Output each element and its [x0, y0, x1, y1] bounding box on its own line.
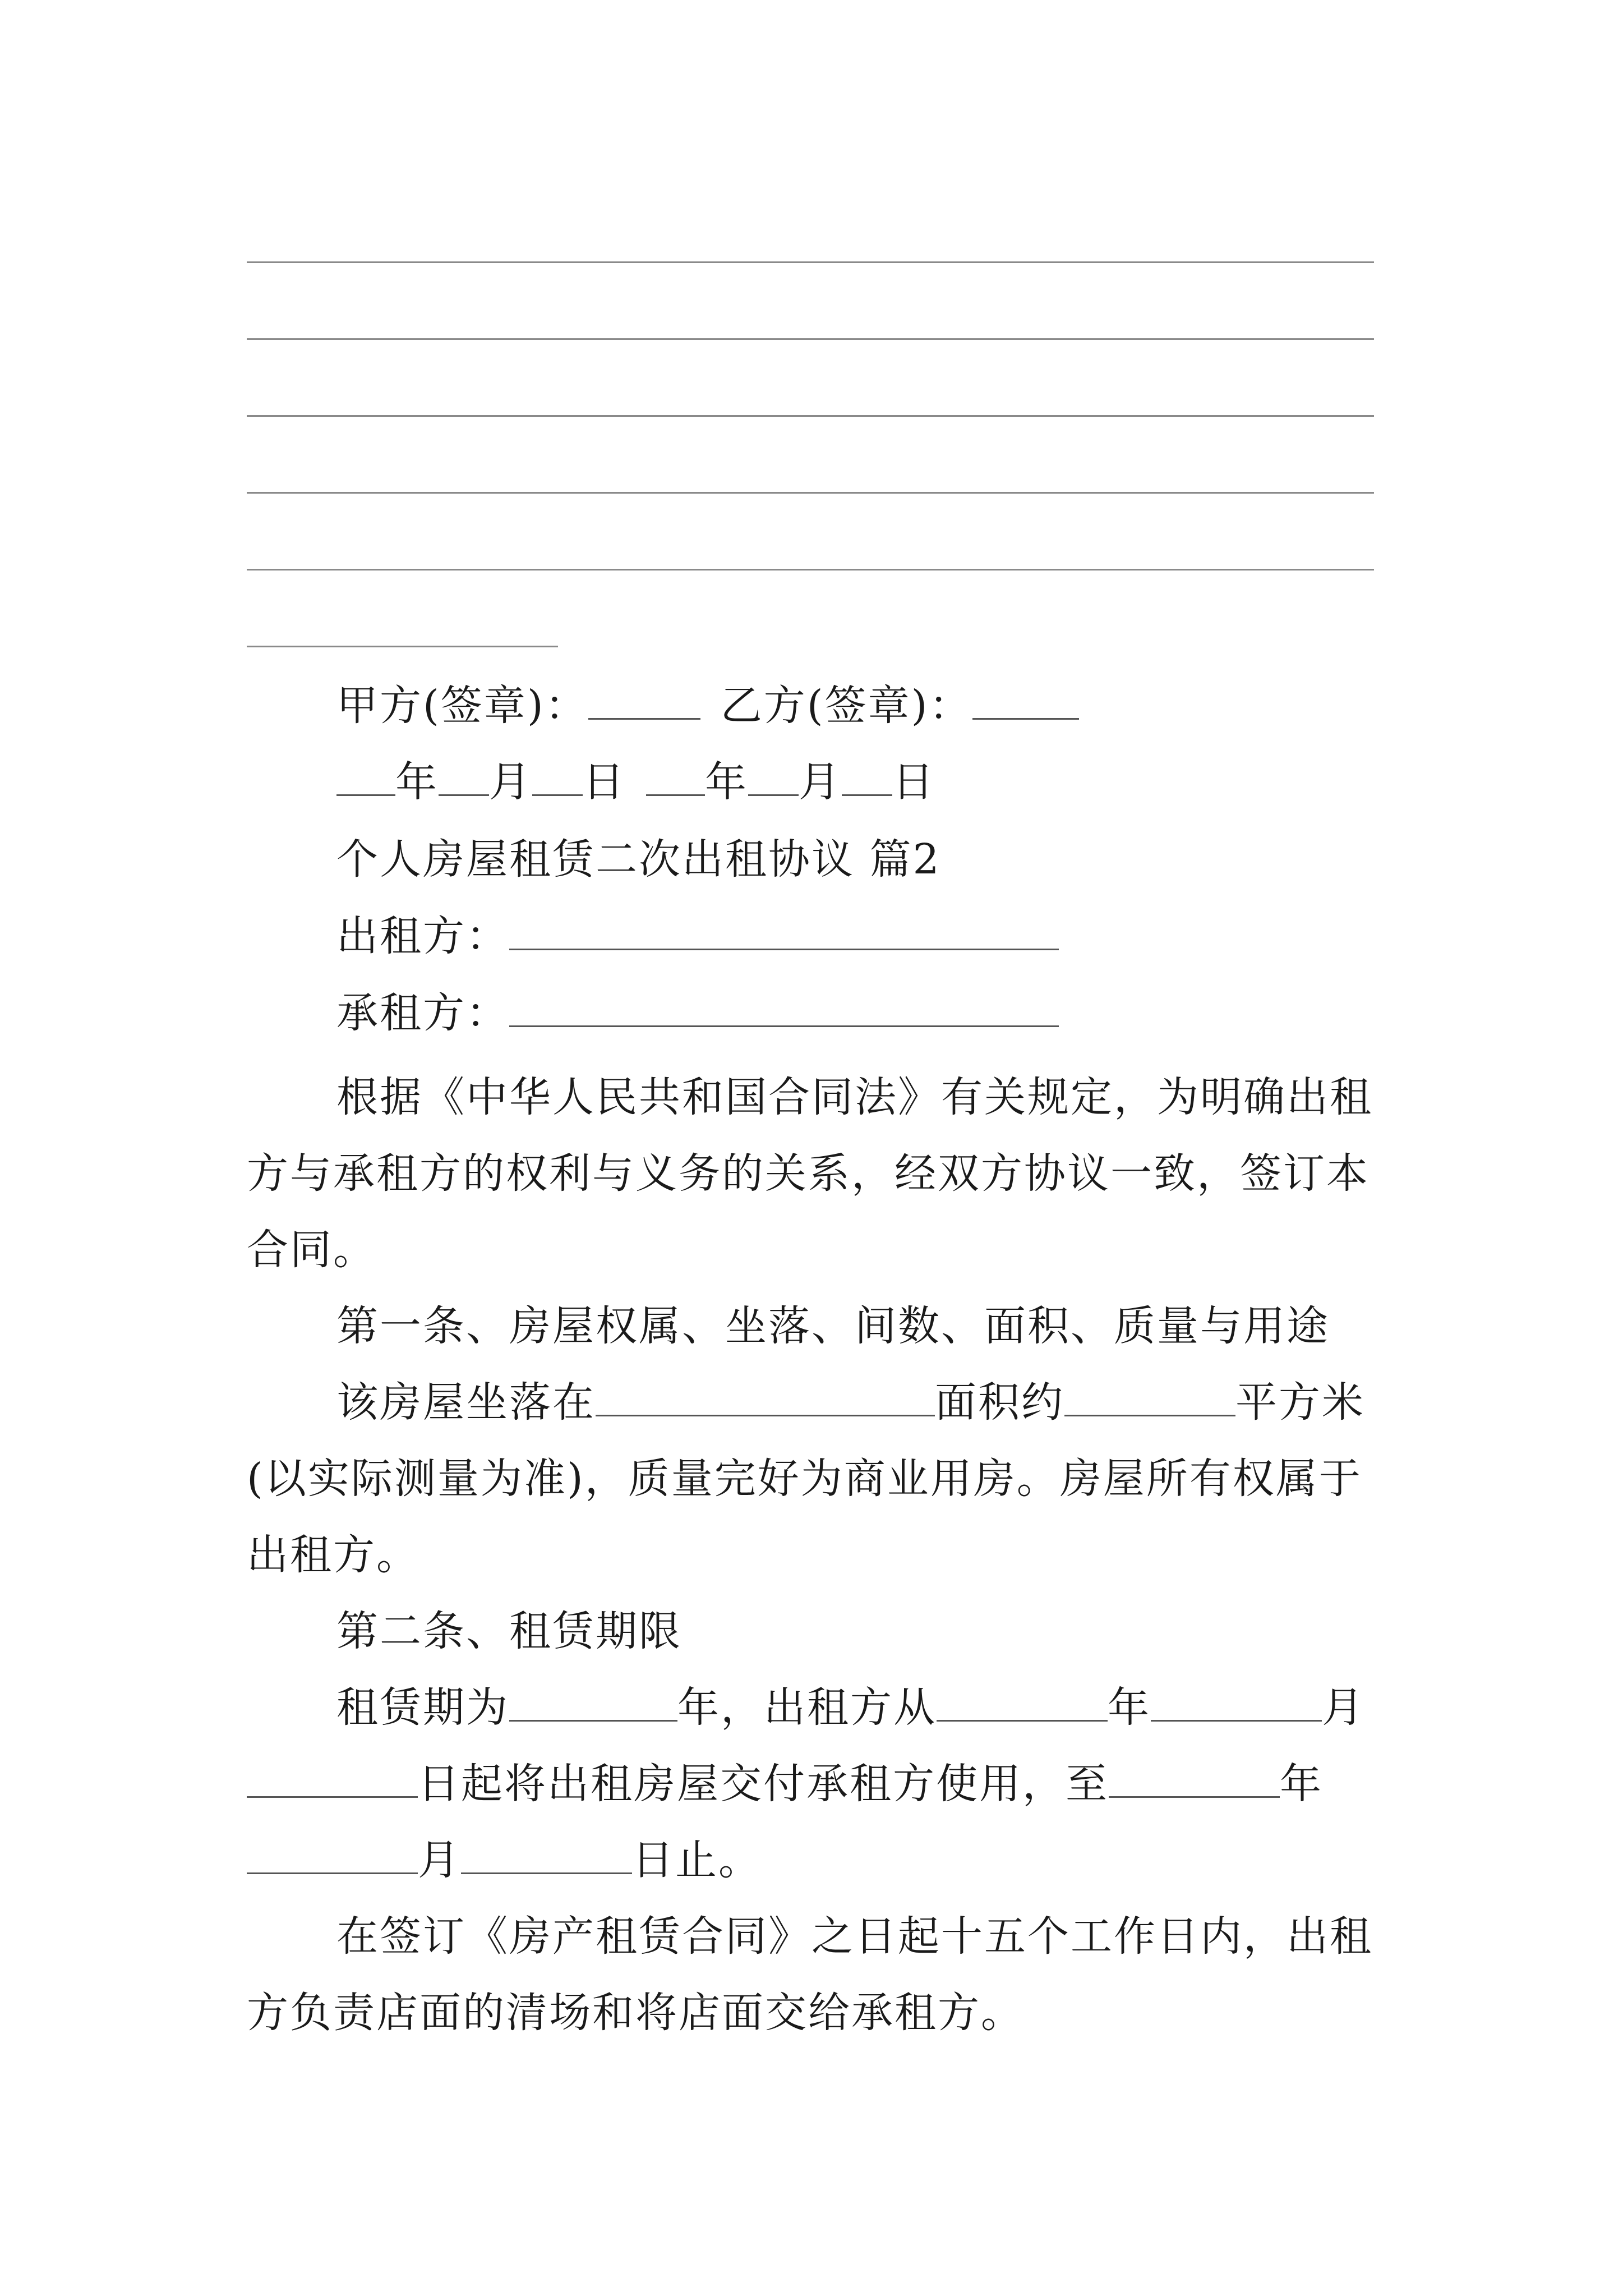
- end-month-blank: [247, 1834, 418, 1874]
- blank-line: [247, 261, 1374, 263]
- month-label: 月: [489, 758, 532, 806]
- blank-line: [247, 415, 1374, 417]
- party-a-signature-label: 甲方(签章)：: [336, 682, 588, 730]
- preamble-line: 合同。: [247, 1226, 376, 1274]
- lessee-blank: [509, 987, 1059, 1027]
- article2-line: [247, 1681, 1391, 1734]
- location-label: 该房屋坐落在: [336, 1378, 596, 1427]
- blank-line-short: [247, 646, 558, 647]
- year-blank: [336, 756, 395, 796]
- clause-line: 方负责店面的清场和将店面交给承租方。: [247, 1989, 1024, 2037]
- location-blank: [596, 1377, 935, 1416]
- month-label: 月: [1322, 1683, 1365, 1732]
- month-blank: [748, 756, 799, 796]
- year-blank: [646, 756, 705, 796]
- lessee-label: 承租方：: [336, 989, 509, 1037]
- year-label: 年: [395, 758, 439, 806]
- date-row: [247, 755, 1391, 809]
- clause-line: 在签订《房产租赁合同》之日起十五个工作日内，出租: [336, 1912, 1373, 1961]
- party-b-signature-blank: [972, 680, 1079, 720]
- month-blank: [439, 756, 489, 796]
- area-unit: 平方米: [1235, 1378, 1365, 1427]
- day-label: 日: [583, 758, 626, 806]
- day-blank: [532, 756, 583, 796]
- blank-line: [247, 569, 1374, 570]
- year-label: 年: [1108, 1683, 1151, 1732]
- start-year-blank: [937, 1682, 1108, 1722]
- year-label: 年: [705, 758, 748, 806]
- area-blank: [1064, 1377, 1235, 1416]
- handover-text: 日起将出租房屋交付承租方使用，至: [418, 1760, 1109, 1808]
- start-day-blank: [247, 1758, 418, 1798]
- section-title: 个人房屋租赁二次出租协议 篇2: [336, 835, 941, 884]
- article1-line: (以实际测量为准)，质量完好为商业用房。房屋所有权属于: [247, 1455, 1362, 1503]
- article-heading: 第二条、租赁期限: [336, 1607, 682, 1655]
- party-a-signature-blank: [588, 680, 700, 720]
- article-heading: 第一条、房屋权属、坐落、间数、面积、质量与用途: [336, 1302, 1330, 1350]
- article2-line: [247, 1833, 1391, 1887]
- lessor-blank: [509, 910, 1059, 950]
- end-day-blank: [461, 1834, 632, 1874]
- document-page: [247, 0, 1385, 2296]
- preamble-line: 根据《中华人民共和国合同法》有关规定，为明确出租: [336, 1073, 1373, 1121]
- term-label: 租赁期为: [336, 1683, 509, 1732]
- article1-line: 出租方。: [247, 1531, 419, 1579]
- area-label: 面积约: [935, 1378, 1064, 1427]
- preamble-line: 方与承租方的权利与义务的关系，经双方协议一致，签订本: [247, 1149, 1370, 1198]
- article1-line: [247, 1375, 1391, 1429]
- start-label: 年，出租方从: [677, 1683, 937, 1732]
- day-blank: [842, 756, 892, 796]
- start-month-blank: [1151, 1682, 1322, 1722]
- blank-line: [247, 492, 1374, 494]
- lessee-row: [247, 986, 1391, 1040]
- blank-line: [247, 338, 1374, 340]
- end-text: 日止。: [632, 1836, 762, 1884]
- signature-row: [247, 679, 1391, 733]
- term-blank: [509, 1682, 677, 1722]
- year-label: 年: [1280, 1760, 1323, 1808]
- party-b-signature-label: 乙方(签章)：: [720, 682, 972, 730]
- article2-line: [247, 1757, 1391, 1811]
- month-label: 月: [799, 758, 842, 806]
- month-label: 月: [418, 1836, 461, 1884]
- lessor-label: 出租方：: [336, 912, 509, 960]
- end-year-blank: [1109, 1758, 1280, 1798]
- lessor-row: [247, 909, 1391, 963]
- day-label: 日: [892, 758, 935, 806]
